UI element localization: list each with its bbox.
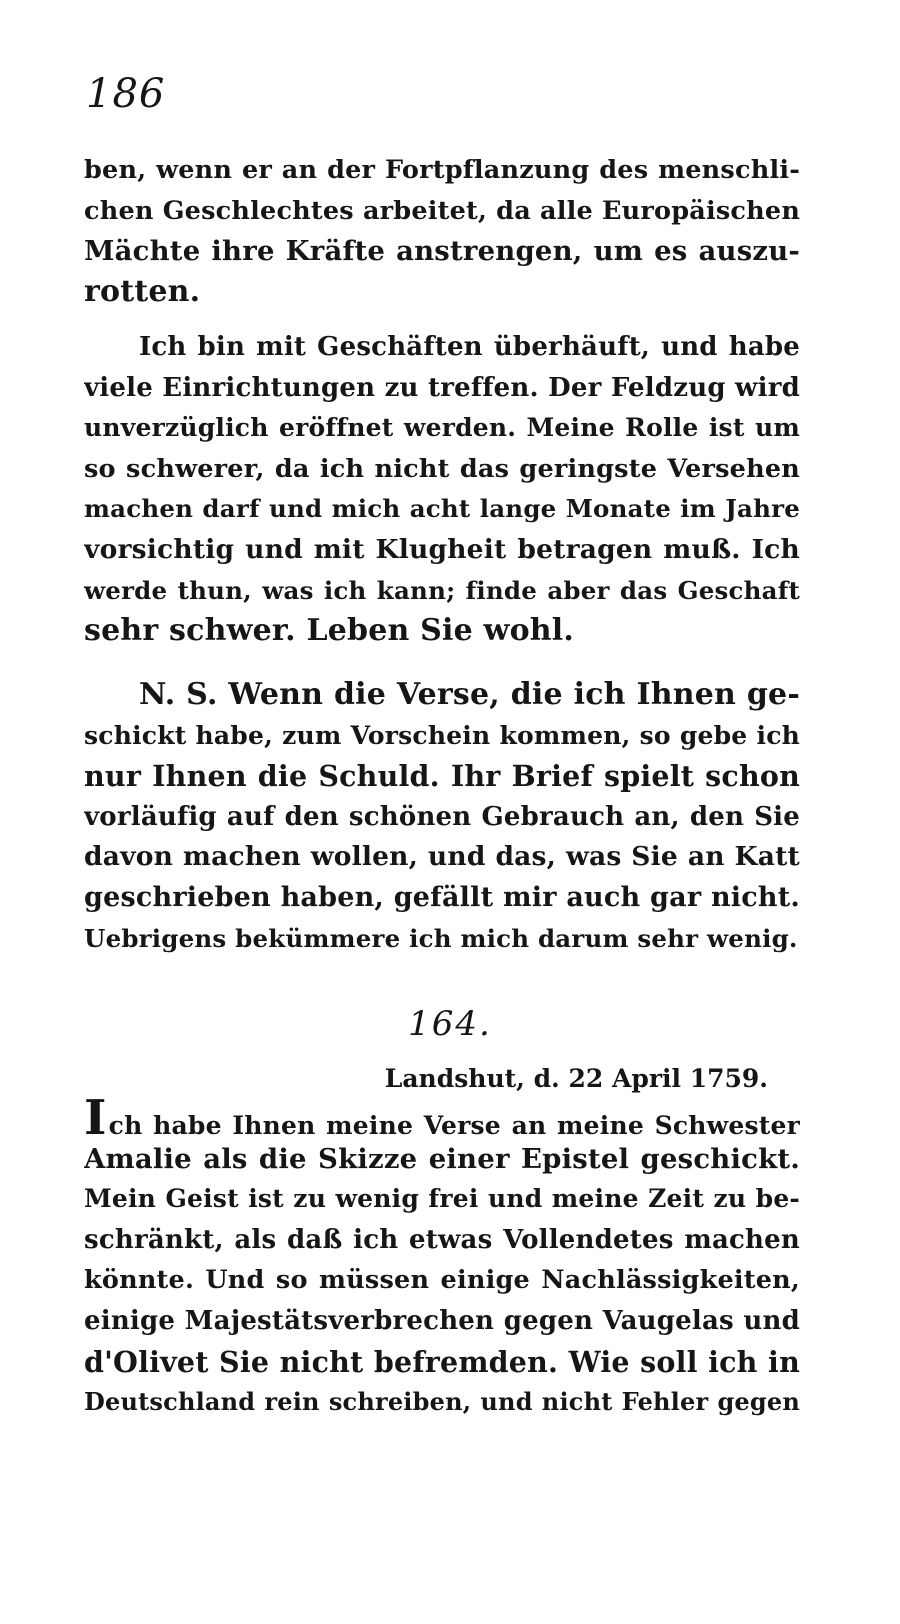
paragraph-postscript [84, 675, 800, 959]
text-line: könnte. Und so müssen einige Nachlässigkeiten, [84, 1265, 800, 1296]
text-line: geschrieben haben, gefällt mir auch gar nicht. [84, 881, 800, 913]
text-line-rest: ch habe Ihnen meine Verse an meine Schwester [108, 1111, 800, 1139]
text-line: Mein Geist ist zu wenig frei und meine Zeit zu be- [84, 1184, 800, 1214]
text-line: Deutschland rein schreiben, und nicht Fehler gegen [84, 1387, 800, 1417]
paragraph-continuation [84, 150, 800, 312]
text-line: Amalie als die Skizze einer Epistel geschickt. [84, 1142, 800, 1175]
text-line: N. S. Wenn die Verse, die ich Ihnen ge- [139, 677, 800, 712]
text-line: davon machen wollen, und das, was Sie an Katt [84, 841, 800, 873]
text-line: rotten. [84, 273, 201, 309]
text-line: einige Majestätsverbrechen gegen Vaugelas und [84, 1305, 800, 1336]
page-number: 186 [86, 71, 166, 117]
text-line: ben, wenn er an der Fortpflanzung des menschli- [84, 155, 800, 185]
text-line: Ich bin mit Geschäften überhäuft, und habe [139, 332, 800, 362]
text-line: vorläufig auf den schönen Gebrauch an, den Sie [84, 801, 800, 832]
text-line: schränkt, als daß ich etwas Vollendetes machen [84, 1224, 800, 1255]
text-line-first [84, 1098, 800, 1139]
text-line: sehr schwer. Leben Sie wohl. [84, 613, 575, 649]
text-line: Uebrigens bekümmere ich mich darum sehr wenig. [84, 923, 798, 953]
letter-body [84, 1098, 800, 1423]
text-line: vorsichtig und mit Klugheit betragen muß. Ich [84, 533, 800, 565]
text-line: unverzüglich eröffnet werden. Meine Rolle ist um [84, 413, 800, 443]
text-line: nur Ihnen die Schuld. Ihr Brief spielt schon [84, 759, 800, 794]
text-line: so schwerer, da ich nicht das geringste Versehen [84, 453, 800, 484]
drop-cap: I [84, 1098, 107, 1139]
text-line: schickt habe, zum Vorschein kommen, so gebe ich [84, 720, 800, 750]
text-line: machen darf und mich acht lange Monate im Jahre [84, 494, 800, 524]
letter-dateline: Landshut, d. 22 April 1759. [384, 1064, 768, 1093]
text-line: viele Einrichtungen zu treffen. Der Feldzug wird [84, 372, 800, 403]
text-line: d'Olivet Sie nicht befremden. Wie soll ich in [84, 1344, 800, 1379]
letter-number: 164. [408, 1004, 492, 1044]
text-line: chen Geschlechtes arbeitet, da alle Europäischen [84, 195, 800, 226]
text-line: Mächte ihre Kräfte anstrengen, um es auszu- [84, 235, 800, 268]
text-line: werde thun, was ich kann; finde aber das Geschaft [84, 575, 800, 605]
paragraph-busy [84, 327, 800, 652]
